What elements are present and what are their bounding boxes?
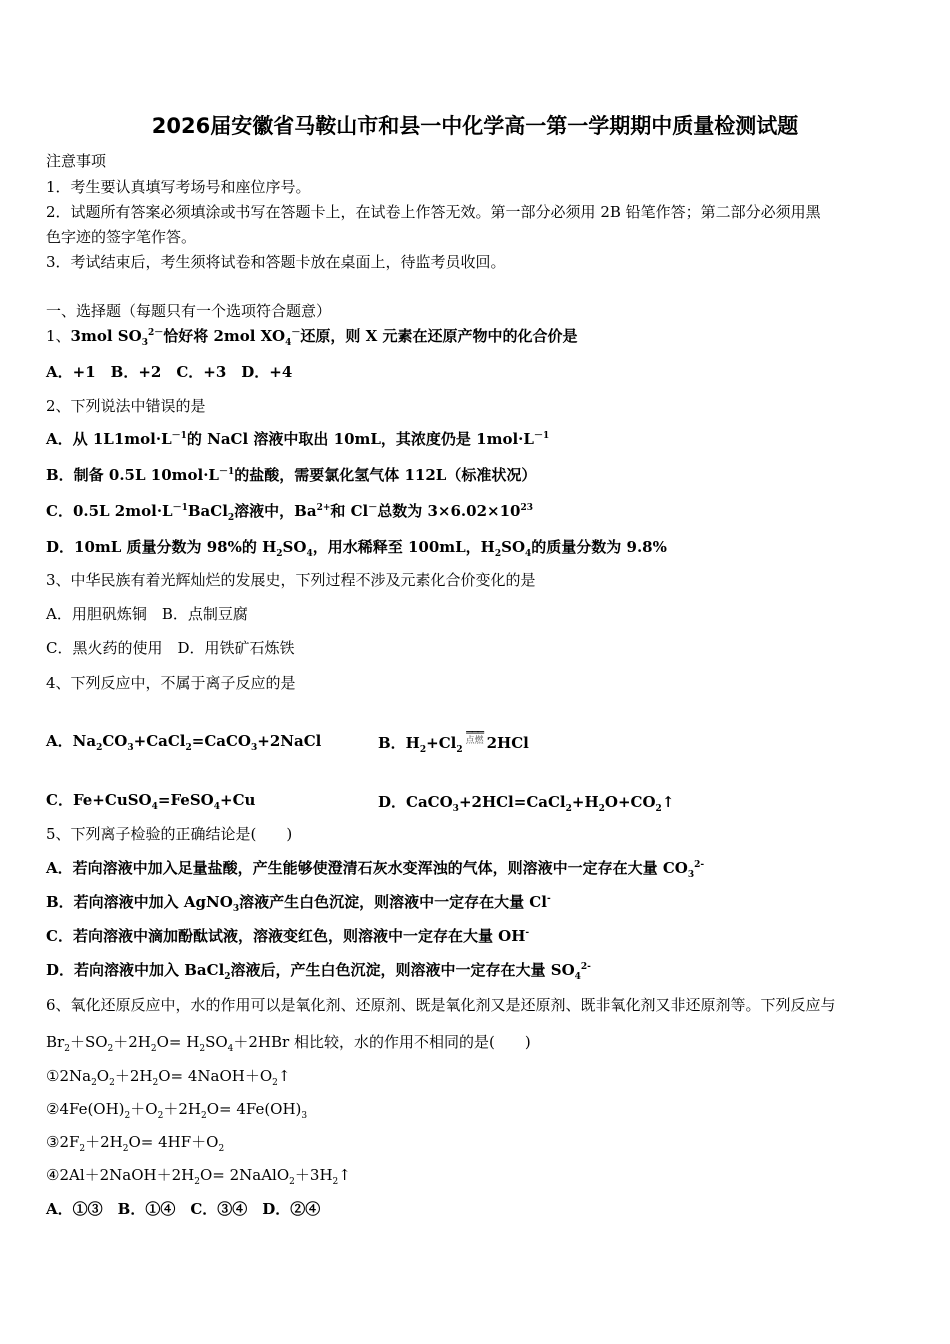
question-6-reaction-1 <box>46 1067 291 1088</box>
q4a-text-2: CO <box>102 732 128 750</box>
r1-text-c: ＋2H <box>114 1067 153 1085</box>
r2-text-c: ＋2H <box>163 1100 201 1118</box>
q1-sub-1: 3 <box>141 338 148 348</box>
q4a-sub-4: 3 <box>251 743 258 753</box>
q2c-sub: 2 <box>227 513 235 523</box>
r2-sub-1: 2 <box>124 1111 131 1121</box>
q4b-sub-2: 2 <box>456 745 463 755</box>
reaction-condition-label: 点燃 <box>465 735 484 746</box>
q6s-text-d: O= H <box>156 1033 200 1051</box>
r4-text-b: O= 2NaAlO <box>199 1166 290 1184</box>
r1-text-d: O= 4NaOH＋O <box>158 1067 273 1085</box>
r1-text-e: ↑ <box>277 1067 291 1085</box>
q4b-sub-1: 2 <box>419 745 427 755</box>
q5a-text-1: A．若向溶液中加入足量盐酸，产生能够使澄清石灰水变浑浊的气体，则溶液中一定存在大量 CO <box>46 859 688 877</box>
q4d-text-4: O+CO <box>604 793 656 811</box>
question-2-option-b <box>46 466 536 484</box>
q5b-text-2: 溶液产生白色沉淀，则溶液中一定存在大量 Cl <box>239 893 547 911</box>
question-5-option-a <box>46 859 705 880</box>
notice-item-1: 1．考生要认真填写考场号和座位序号。 <box>46 178 311 196</box>
question-3-options-cd: C．黑火药的使用 D．用铁矿石炼铁 <box>46 639 295 657</box>
question-2-stem: 2、下列说法中错误的是 <box>46 397 206 415</box>
q4d-text-3: +H <box>571 793 599 811</box>
q2d-text-1: D．10mL 质量分数为 98%的 H <box>46 538 277 556</box>
r1-text-b: O <box>96 1067 110 1085</box>
q4b-text-3: 2HCl <box>486 734 529 752</box>
q1-number: 1、 <box>46 327 71 345</box>
q4a-text-3: +CaCl <box>133 732 186 750</box>
q4a-text-1: A．Na <box>46 732 97 750</box>
q4a-sub-1: 2 <box>96 743 103 753</box>
q4d-text-1: D．CaCO <box>378 793 453 811</box>
q5b-text-1: B．若向溶液中加入 AgNO <box>46 893 233 911</box>
r4-text-a: ④2Al＋2NaOH＋2H <box>46 1166 195 1184</box>
notice-heading: 注意事项 <box>46 152 107 170</box>
q5c-text-1: C．若向溶液中滴加酚酞试液，溶液变红色，则溶液中一定存在大量 OH <box>46 927 526 945</box>
q4a-sub-2: 3 <box>127 743 134 753</box>
q4d-text-5: ↑ <box>661 793 675 811</box>
r3-sub-3: 2 <box>218 1144 225 1154</box>
q4a-text-5: +2NaCl <box>257 732 322 750</box>
question-4-option-d <box>378 791 674 812</box>
q2c-sup-3: － <box>368 503 378 513</box>
notice-item-2: 2．试题所有答案必须填涂或书写在答题卡上，在试卷上作答无效。第一部分必须用 2B 铅笔作答；第二部分必须用黑 <box>46 203 821 221</box>
q5d-sup: 2- <box>580 962 591 972</box>
question-6-stem-cont <box>46 1033 531 1054</box>
r1-sub-3: 2 <box>152 1078 159 1088</box>
q2c-text-3: 溶液中，Ba <box>234 502 317 520</box>
q4c-sub-1: 4 <box>151 802 158 812</box>
question-3-stem: 3、中华民族有着光辉灿烂的发展史，下列过程不涉及元素化合价变化的是 <box>46 571 536 589</box>
q2a-text-2: 的 NaCl 溶液中取出 10mL，其浓度仍是 1mol·L <box>186 430 534 448</box>
r2-text-d: O= 4Fe(OH) <box>206 1100 302 1118</box>
q2b-text-2: 的盐酸，需要氯化氢气体 112L（标准状况） <box>234 466 537 484</box>
question-4-option-a <box>46 732 322 753</box>
r3-sub-2: 2 <box>122 1144 129 1154</box>
q2d-text-3: ，用水稀释至 100mL，H <box>312 538 495 556</box>
r3-text-a: ③2F <box>46 1133 80 1151</box>
q5d-sub: 2 <box>224 972 231 982</box>
q2a-sup-2: －1 <box>533 431 550 441</box>
q2c-text-5: 总数为 3×6.02×10 <box>377 502 521 520</box>
r2-sub-3: 2 <box>200 1111 207 1121</box>
q5b-sub: 3 <box>232 904 240 914</box>
r2-sub-2: 2 <box>157 1111 164 1121</box>
q1-text-3: 还原，则 X 元素在还原产物中的化合价是 <box>300 327 578 345</box>
question-1-stem <box>46 327 578 348</box>
r4-sub-1: 2 <box>194 1177 200 1187</box>
q6s-sub-2: 2 <box>107 1044 114 1054</box>
section-heading: 一、选择题（每题只有一个选项符合题意） <box>46 302 332 320</box>
q1-sup-1: 2－ <box>147 328 164 338</box>
r2-sub-4: 3 <box>301 1111 308 1121</box>
q4d-sub-4: 2 <box>655 804 662 814</box>
question-4-stem: 4、下列反应中，不属于离子反应的是 <box>46 674 296 692</box>
r1-text-a: ①2Na <box>46 1067 92 1085</box>
question-6-reaction-3 <box>46 1133 225 1154</box>
q5b-sup: - <box>546 894 551 904</box>
q6s-sub-4: 2 <box>199 1044 206 1054</box>
notice-item-3: 3．考试结束后，考生须将试卷和答题卡放在桌面上，待监考员收回。 <box>46 253 506 271</box>
q6s-text-f: ＋2HBr 相比较，水的作用不相同的是( ) <box>233 1033 531 1051</box>
question-3-options-ab: A．用胆矾炼铜 B．点制豆腐 <box>46 605 248 623</box>
q4b-text-1: B．H <box>378 734 420 752</box>
reaction-equals-sign: ═══ <box>466 725 484 739</box>
q2d-sub-1: 2 <box>276 549 283 559</box>
r3-text-c: O= 4HF＋O <box>128 1133 219 1151</box>
q5d-text-2: 溶液后，产生白色沉淀，则溶液中一定存在大量 SO <box>230 961 575 979</box>
q4a-text-4: =CaCO <box>191 732 251 750</box>
notice-item-2-cont: 色字迹的签字笔作答。 <box>46 228 197 246</box>
q4a-sub-3: 2 <box>185 743 192 753</box>
question-2-option-d <box>46 538 667 559</box>
r2-text-a: ②4Fe(OH) <box>46 1100 125 1118</box>
r1-sub-2: 2 <box>109 1078 115 1088</box>
q5a-sub: 3 <box>687 870 695 880</box>
q2b-sup: －1 <box>218 467 235 477</box>
q2a-text-1: A．从 1L1mol·L <box>46 430 172 448</box>
q4c-text-3: +Cu <box>220 791 256 809</box>
q2c-sup-2: 2+ <box>316 503 331 513</box>
q1-sub-2: 4 <box>285 338 292 348</box>
question-6-options: A．①③ B．①④ C．③④ D．②④ <box>46 1200 321 1218</box>
q2c-text-2: BaCl <box>187 502 228 520</box>
r3-sub-1: 2 <box>79 1144 86 1154</box>
q2d-sub-2: 4 <box>306 549 313 559</box>
r4-text-c: ＋3H <box>294 1166 333 1184</box>
q6s-sub-5: 4 <box>227 1044 234 1054</box>
q2d-text-2: SO <box>282 538 307 556</box>
q6s-text-a: Br <box>46 1033 65 1051</box>
q4d-sub-1: 3 <box>452 804 459 814</box>
q5c-sup: - <box>525 928 530 938</box>
q2a-sup-1: －1 <box>171 431 187 441</box>
question-4-option-c <box>46 791 256 812</box>
question-2-option-c <box>46 502 534 523</box>
q2d-sub-3: 2 <box>494 549 502 559</box>
r4-sub-3: 2 <box>332 1177 339 1187</box>
r4-sub-2: 2 <box>289 1177 295 1187</box>
q2c-sup-4: 23 <box>520 503 534 513</box>
q6s-sub-1: 2 <box>64 1044 70 1054</box>
q4d-sub-2: 2 <box>565 804 572 814</box>
q5d-sub-2: 4 <box>574 972 581 982</box>
r2-text-b: ＋O <box>130 1100 158 1118</box>
page-title: 2026届安徽省马鞍山市和县一中化学高一第一学期期中质量检测试题 <box>151 114 799 138</box>
q5a-sup: 2- <box>694 860 705 870</box>
q4c-sub-2: 4 <box>213 802 220 812</box>
q2c-text-4: 和 Cl <box>330 502 369 520</box>
question-2-option-a <box>46 430 549 448</box>
q4c-text-1: C．Fe+CuSO <box>46 791 152 809</box>
q2d-text-4: SO <box>501 538 526 556</box>
q5d-text-1: D．若向溶液中加入 BaCl <box>46 961 225 979</box>
q1-text-1: 3mol SO <box>70 327 142 345</box>
question-5-option-c <box>46 927 529 945</box>
q4c-text-2: =FeSO <box>157 791 214 809</box>
question-5-stem: 5、下列离子检验的正确结论是( ) <box>46 825 293 843</box>
q2d-text-5: 的质量分数为 9.8% <box>531 538 667 556</box>
r3-text-b: ＋2H <box>85 1133 123 1151</box>
q4d-sub-3: 2 <box>598 804 605 814</box>
question-5-option-d <box>46 961 591 982</box>
q6s-text-c: ＋2H <box>113 1033 151 1051</box>
q6s-sub-3: 2 <box>150 1044 157 1054</box>
r1-sub-1: 2 <box>91 1078 97 1088</box>
question-1-options: A．+1 B．+2 C．+3 D．+4 <box>46 363 293 381</box>
r1-sub-4: 2 <box>272 1078 278 1088</box>
question-6-reaction-4 <box>46 1166 351 1187</box>
q2c-sup-1: －1 <box>172 503 188 513</box>
question-4-option-b <box>378 725 529 755</box>
q2b-text-1: B．制备 0.5L 10mol·L <box>46 466 219 484</box>
r4-text-d: ↑ <box>338 1166 351 1184</box>
question-6-stem: 6、氧化还原反应中，水的作用可以是氧化剂、还原剂、既是氧化剂又是还原剂、既非氧化剂又非还原剂等。下列反应与 <box>46 996 836 1014</box>
q4b-text-2: +Cl <box>426 734 457 752</box>
reaction-condition <box>463 725 487 747</box>
q1-sup-2: － <box>291 328 301 338</box>
q6s-text-b: ＋SO <box>69 1033 108 1051</box>
question-5-option-b <box>46 893 551 914</box>
q6s-text-e: SO <box>205 1033 228 1051</box>
q4d-text-2: +2HCl=CaCl <box>458 793 566 811</box>
q2d-sub-4: 4 <box>525 549 532 559</box>
question-6-reaction-2 <box>46 1100 308 1121</box>
q1-text-2: 恰好将 2mol XO <box>163 327 286 345</box>
q2c-text-1: C．0.5L 2mol·L <box>46 502 173 520</box>
